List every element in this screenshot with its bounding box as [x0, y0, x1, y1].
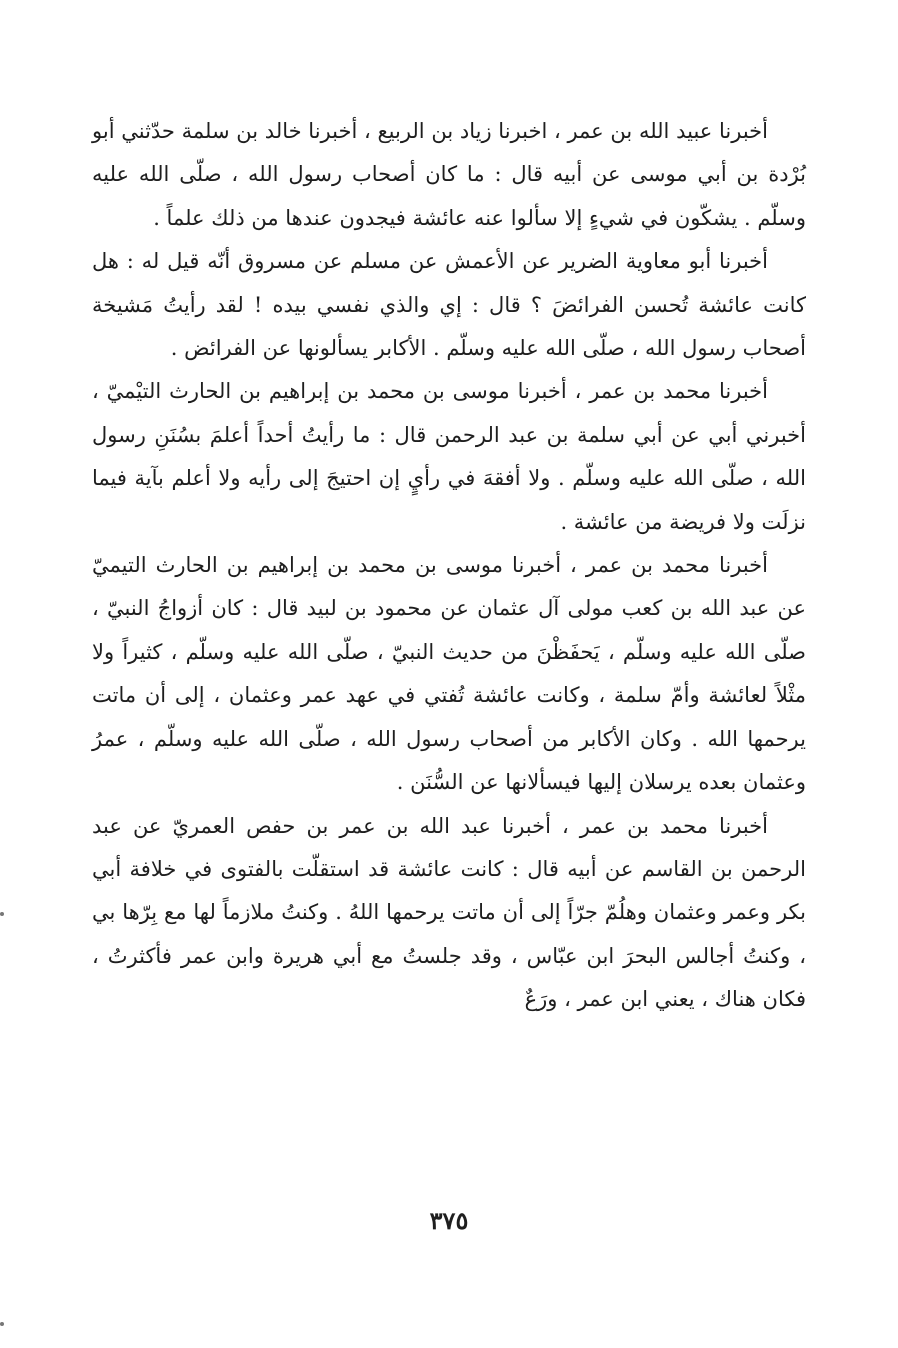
paragraph-3: أخبرنا محمد بن عمر ، أخبرنا موسى بن محمد بن إبراهيم بن الحارث التيْميّ ، أخبرني أبي عن أبي سلمة بن عبد الرحمن قال : ما رأيتُ أحداً أعلمَ بسُنَنِ رسول الله ، صلّى الله عليه وسلّم . ولا أفقهَ في رأيٍ إن احتيجَ إلى رأيه ولا أعلم بآية فيما نزلَت ولا فريضة من عائشة . — [92, 379, 806, 534]
page-number: ٣٧٥ — [429, 1206, 469, 1235]
paragraph-5: أخبرنا محمد بن عمر ، أخبرنا عبد الله بن عمر بن حفص العمريّ عن عبد الرحمن بن القاسم عن أبيه قال : كانت عائشة قد استقلّت بالفتوى في خلافة أبي بكر وعمر وعثمان وهلُمّ جرّاً إلى أن ماتت يرحمها اللهُ . وكنتُ ملازماً لها مع بِرّها بي ، وكنتُ أجالس البحرَ ابن عبّاس ، وقد جلستُ مع أبي هريرة وابن عمر فأكثرتُ ، فكان هناك ، يعني ابن عمر ، ورَعٌ — [92, 813, 806, 1012]
paragraph-4: أخبرنا محمد بن عمر ، أخبرنا موسى بن محمد بن إبراهيم بن الحارث التيميّ عن عبد الله بن كعب مولى آل عثمان عن محمود بن لبيد قال : كان أزواجُ النبيّ ، صلّى الله عليه وسلّم ، يَحفَظْنَ من حديث النبيّ ، صلّى الله عليه وسلّم ، كثيراً ولا مثْلاً لعائشة وأمّ سلمة ، وكانت عائشة تُفتي في عهد عمر وعثمان ، إلى أن ماتت يرحمها الله . وكان الأكابر من أصحاب رسول الله ، صلّى الله عليه وسلّم ، عمرُ وعثمان بعده يرسلان إليها فيسألانها عن السُّنَن . — [92, 553, 806, 795]
body-text — [92, 110, 806, 1022]
paragraph-2: أخبرنا أبو معاوية الضرير عن الأعمش عن مسلم عن مسروق أنّه قيل له : هل كانت عائشة تُحسن الفرائضَ ؟ قال : إي والذي نفسي بيده ! لقد رأيتُ مَشيخة أصحاب رسول الله ، صلّى الله عليه وسلّم . الأكابر يسألونها عن الفرائض . — [92, 249, 806, 361]
paragraph-1: أخبرنا عبيد الله بن عمر ، اخبرنا زياد بن الربيع ، أخبرنا خالد بن سلمة حدّثني أبو بُرْدة بن أبي موسى عن أبيه قال : ما كان أصحاب رسول الله ، صلّى الله عليه وسلّم . يشكّون في شيءٍ إلا سألوا عنه عائشة فيجدون عندها من ذلك علماً . — [92, 119, 806, 230]
scan-edge-mark — [0, 912, 4, 916]
scan-edge-mark — [0, 1322, 4, 1326]
